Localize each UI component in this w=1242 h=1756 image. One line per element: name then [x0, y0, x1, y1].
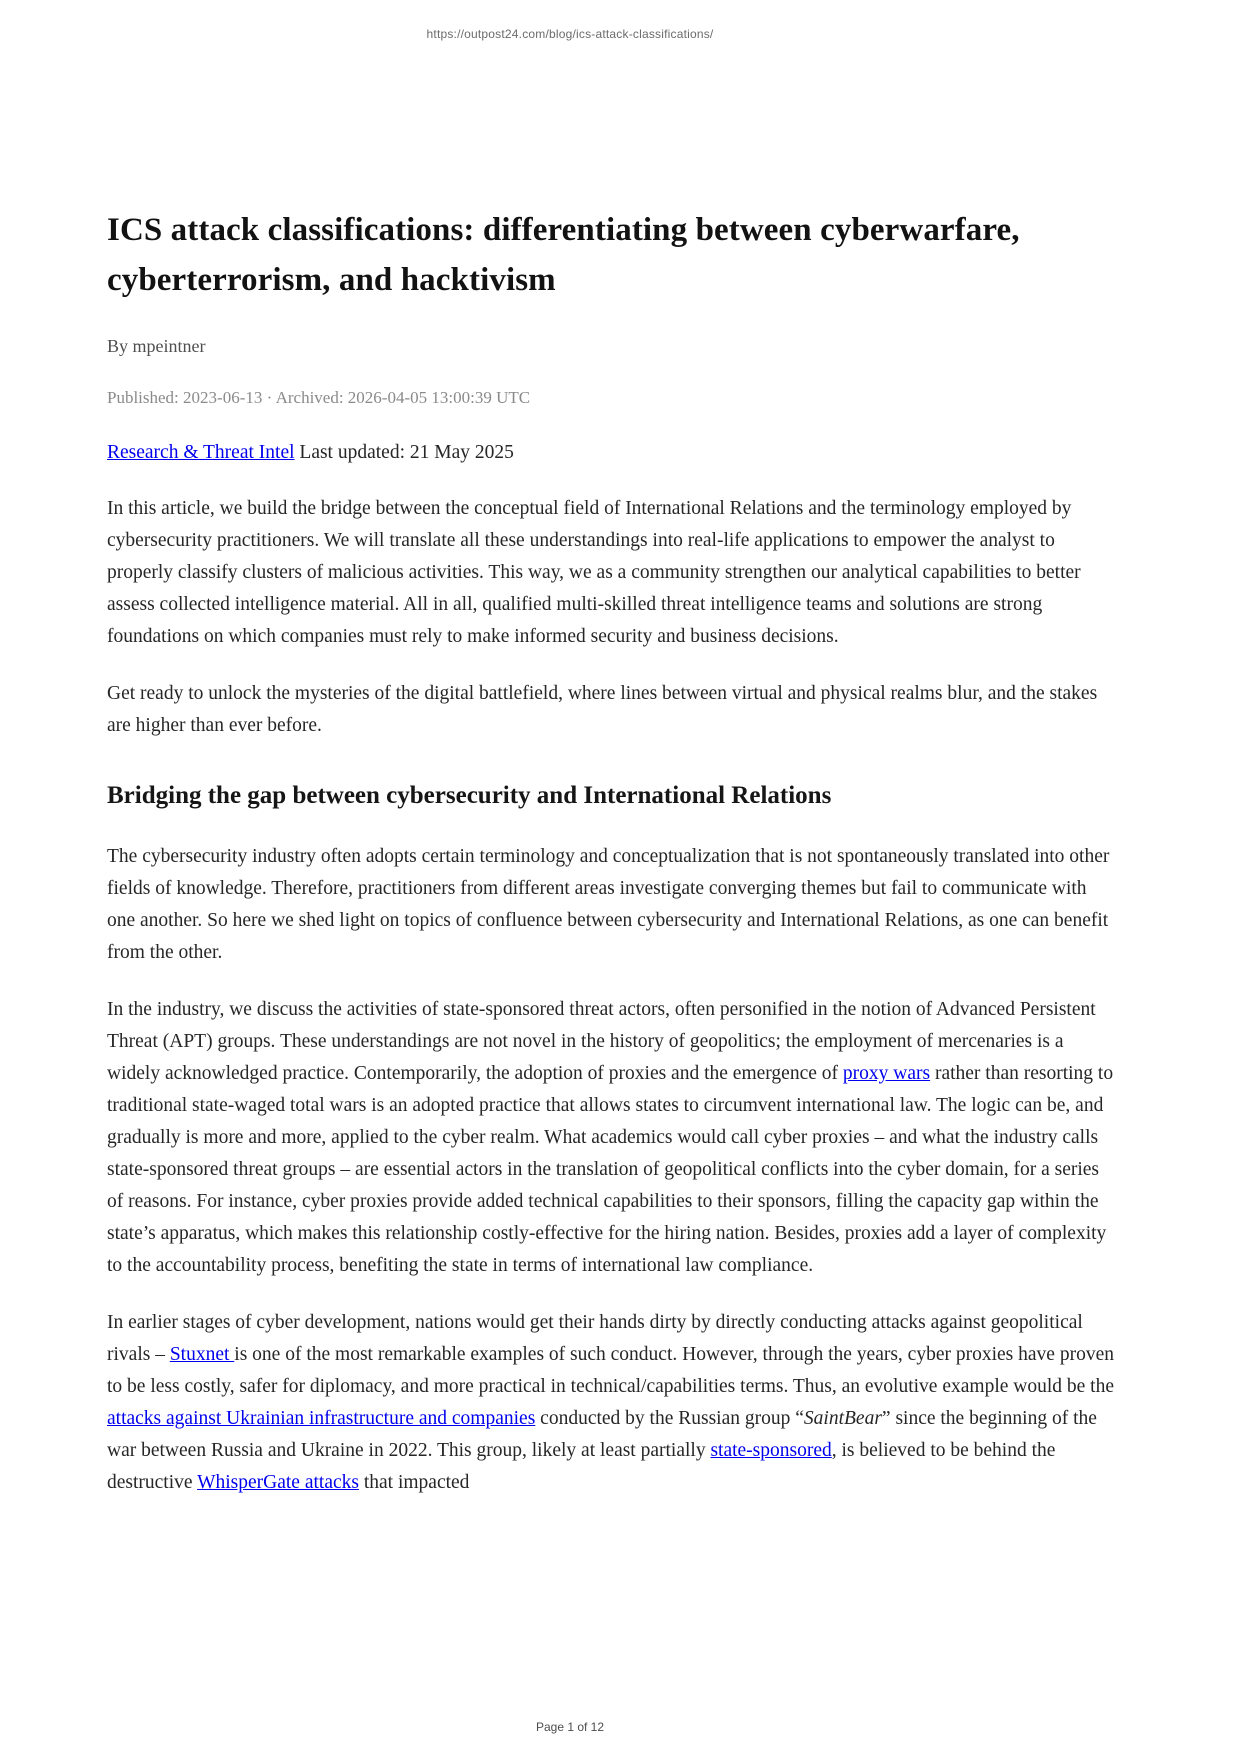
- text-run: ” since the beginning of the war between Russia and Ukraine in 2022. This group, likely at least partially: [107, 1408, 1097, 1461]
- text-run: conducted by the Russian group “: [535, 1408, 804, 1429]
- inline-link[interactable]: attacks against Ukrainian infrastructure and companies: [107, 1408, 536, 1429]
- inline-link[interactable]: proxy wars: [842, 1063, 931, 1084]
- text-run: is one of the most remarkable examples of such conduct. However, through the years, cyber proxies have proven to be less costly, safer for diplomacy, and more practical in technical/capabilities terms. Thus, an evolutive example would be the: [107, 1344, 1114, 1397]
- text-run: rather than resorting to traditional state-waged total wars is an adopted practice that allows states to circumvent international law. The logic can be, and gradually is more and more, applied to the cyber realm. What academics would call cyber proxies – and what the industry calls state-sponsored threat groups – are essential actors in the translation of geopolitical conflicts into the cyber domain, for a series of reasons. For instance, cyber proxies provide added technical capabilities to their sponsors, filling the capacity gap within the state’s apparatus, which makes this relationship costly-effective for the hiring nation. Besides, proxies add a layer of complexity to the accountability process, benefiting the state in terms of international law compliance.: [107, 1063, 1114, 1276]
- article-body: [107, 493, 1117, 1499]
- section-heading: Bridging the gap between cybersecurity and International Relations: [107, 782, 832, 809]
- text-run: , is believed to be behind the destructive: [107, 1440, 1056, 1493]
- inline-link[interactable]: Stuxnet: [169, 1344, 235, 1365]
- article: [107, 205, 1117, 1524]
- page-url-header: https://outpost24.com/blog/ics-attack-classifications/: [426, 27, 714, 41]
- text-run: In earlier stages of cyber development, nations would get their hands dirty by directly conducting attacks against geopolitical rivals –: [107, 1312, 1083, 1365]
- article-title: ICS attack classifications: differentiating between cyberwarfare, cyberterrorism, and hacktivism: [107, 212, 1020, 298]
- text-run: The cybersecurity industry often adopts certain terminology and conceptualization that is not spontaneously translated into other fields of knowledge. Therefore, practitioners from different areas investigate converging themes but fail to communicate with one another. So here we shed light on topics of confluence between cybersecurity and International Relations, as one can benefit from the other.: [107, 846, 1110, 963]
- inline-link[interactable]: WhisperGate attacks: [197, 1472, 359, 1493]
- paragraph: [107, 841, 1117, 969]
- category-link[interactable]: Research & Threat Intel: [107, 442, 295, 463]
- italic-text: SaintBear: [803, 1408, 882, 1429]
- text-run: Get ready to unlock the mysteries of the digital battlefield, where lines between virtual and physical realms blur, and the stakes are higher than ever before.: [107, 683, 1098, 736]
- paragraph: [107, 994, 1117, 1282]
- article-meta-dates: Published: 2023-06-13 · Archived: 2026-04-05 13:00:39 UTC: [107, 388, 531, 407]
- paragraph: [107, 1307, 1117, 1499]
- page-number-indicator: Page 1 of 12: [535, 1720, 605, 1734]
- category-line: [107, 439, 1117, 467]
- text-run: In this article, we build the bridge between the conceptual field of International Relations and the terminology employed by cybersecurity practitioners. We will translate all these understandings into real-life applications to empower the analyst to properly classify clusters of malicious activities. This way, we as a community strengthen our analytical capabilities to better assess collected intelligence material. All in all, qualified multi-skilled threat intelligence teams and solutions are strong foundations on which companies must rely to make informed security and business decisions.: [107, 498, 1081, 647]
- text-run: In the industry, we discuss the activities of state-sponsored threat actors, often personified in the notion of Advanced Persistent Threat (APT) groups. These understandings are not novel in the history of geopolitics; the employment of mercenaries is a widely acknowledged practice. Contemporarily, the adoption of proxies and the emergence of: [107, 999, 1096, 1084]
- article-byline: By mpeintner: [107, 336, 206, 356]
- paragraph: [107, 678, 1117, 742]
- text-run: that impacted: [358, 1472, 470, 1493]
- last-updated-text: Last updated: 21 May 2025: [294, 442, 514, 463]
- paragraph: [107, 493, 1117, 653]
- inline-link[interactable]: state-sponsored: [710, 1440, 832, 1461]
